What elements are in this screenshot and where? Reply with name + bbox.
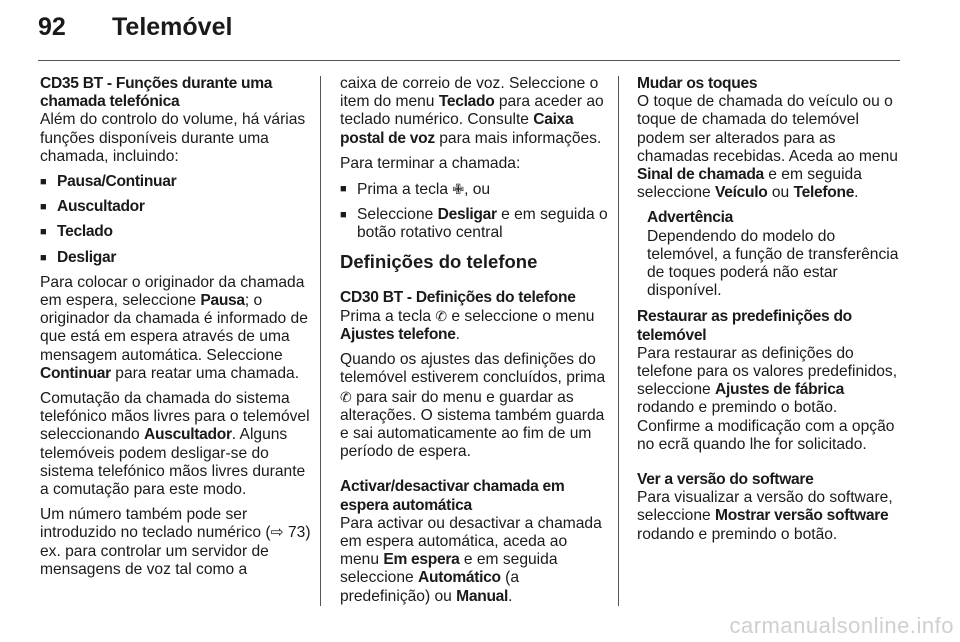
list-item: ■ Auscultador (40, 198, 312, 216)
phone-key-icon: ✆ (340, 388, 352, 405)
paragraph: Para colocar o originador da chamada em espera, seleccione Pausa; o originador da chamada é informado de que está em espera através de uma mensagem automática. Seleccione Continuar para reatar uma chamada. (40, 273, 308, 382)
note-title: Advertência (647, 209, 733, 227)
list-item: ■ Desligar (40, 249, 312, 267)
list-item: ■ Seleccione Desligar e em seguida o botão rotativo central (340, 206, 608, 242)
note-text: Dependendo do modelo do telemóvel, a função de transferência de toques poderá não estar disponível. (647, 227, 899, 300)
watermark: carmanualsonline.info (729, 613, 954, 638)
list-item: ■ Prima a tecla ✙, ou (340, 180, 608, 199)
bullet-list (340, 180, 608, 243)
page-number: 92 (38, 13, 66, 41)
paragraph: Prima a tecla ✆ e seleccione o menu Ajustes telefone. (340, 307, 595, 344)
column-divider-1 (320, 76, 321, 606)
subsection-heading: Activar/desactivar chamada em espera automática (340, 478, 565, 514)
paragraph: Comutação da chamada do sistema telefónico mãos livres para o telemóvel seleccionando Auscultador. Alguns telemóveis podem desligar-se do sistema telefónico mãos livres durante a comutação para este modo. (40, 390, 310, 499)
paragraph: Quando os ajustes das definições do telemóvel estiverem concluídos, prima ✆ para sair do menu e guardar as alterações. O sistema também guarda e sai automaticamente ao fim de um período de espera. (340, 351, 606, 461)
section-heading: CD35 BT - Funções durante uma chamada telefónica (40, 75, 273, 111)
subsection-heading: Restaurar as predefinições do telemóvel (637, 308, 852, 344)
paragraph: caixa de correio de voz. Seleccione o item do menu Teclado para aceder ao teclado numérico. Consulte Caixa postal de voz para mais informações. (340, 75, 604, 147)
paragraph: Um número também pode ser introduzido no teclado numérico (⇨ 73) ex. para controlar um servidor de mensagens de voz tal como a (40, 506, 311, 578)
paragraph: Além do controlo do volume, há várias funções disponíveis durante uma chamada, incluindo: (40, 111, 306, 165)
subsection-heading: Mudar os toques (637, 75, 758, 92)
column-1 (40, 75, 312, 586)
subsection-heading: CD30 BT - Definições do telefone (340, 288, 576, 306)
list-item: ■ Teclado (40, 223, 312, 241)
paragraph: O toque de chamada do veículo ou o toque de chamada do telemóvel podem ser alterados para as chamadas recebidas. Aceda ao menu Sinal de chamada e em seguida seleccione Veículo ou Telefone. (637, 93, 898, 202)
hang-up-key-icon: ✙ (452, 181, 465, 198)
list-item: ■ Pausa/Continuar (40, 173, 312, 191)
column-2 (340, 75, 608, 613)
paragraph: Confirme a modificação com a opção no ecrã quando lhe for solicitado. (637, 417, 895, 453)
paragraph: Para restaurar as definições do telefone para os valores predefinidos, seleccione Ajustes de fábrica rodando e premindo o botão. (637, 344, 898, 417)
subsection-heading: Ver a versão do software (637, 471, 814, 489)
page-title: Telemóvel (112, 13, 233, 41)
phone-key-icon: ✆ (435, 307, 448, 324)
section-title: Definições do telefone (340, 250, 538, 272)
bullet-list (40, 173, 312, 267)
warning-note (647, 209, 905, 300)
paragraph: Para activar ou desactivar a chamada em espera automática, aceda ao menu Em espera e em seguida seleccione Automático (a predefinição) ou Manual. (340, 514, 602, 605)
header-rule (38, 60, 900, 61)
paragraph: Para visualizar a versão do software, seleccione Mostrar versão software rodando e premindo o botão. (637, 489, 893, 543)
column-3 (637, 75, 905, 551)
column-divider-2 (618, 76, 619, 606)
paragraph: Para terminar a chamada: (340, 154, 521, 172)
